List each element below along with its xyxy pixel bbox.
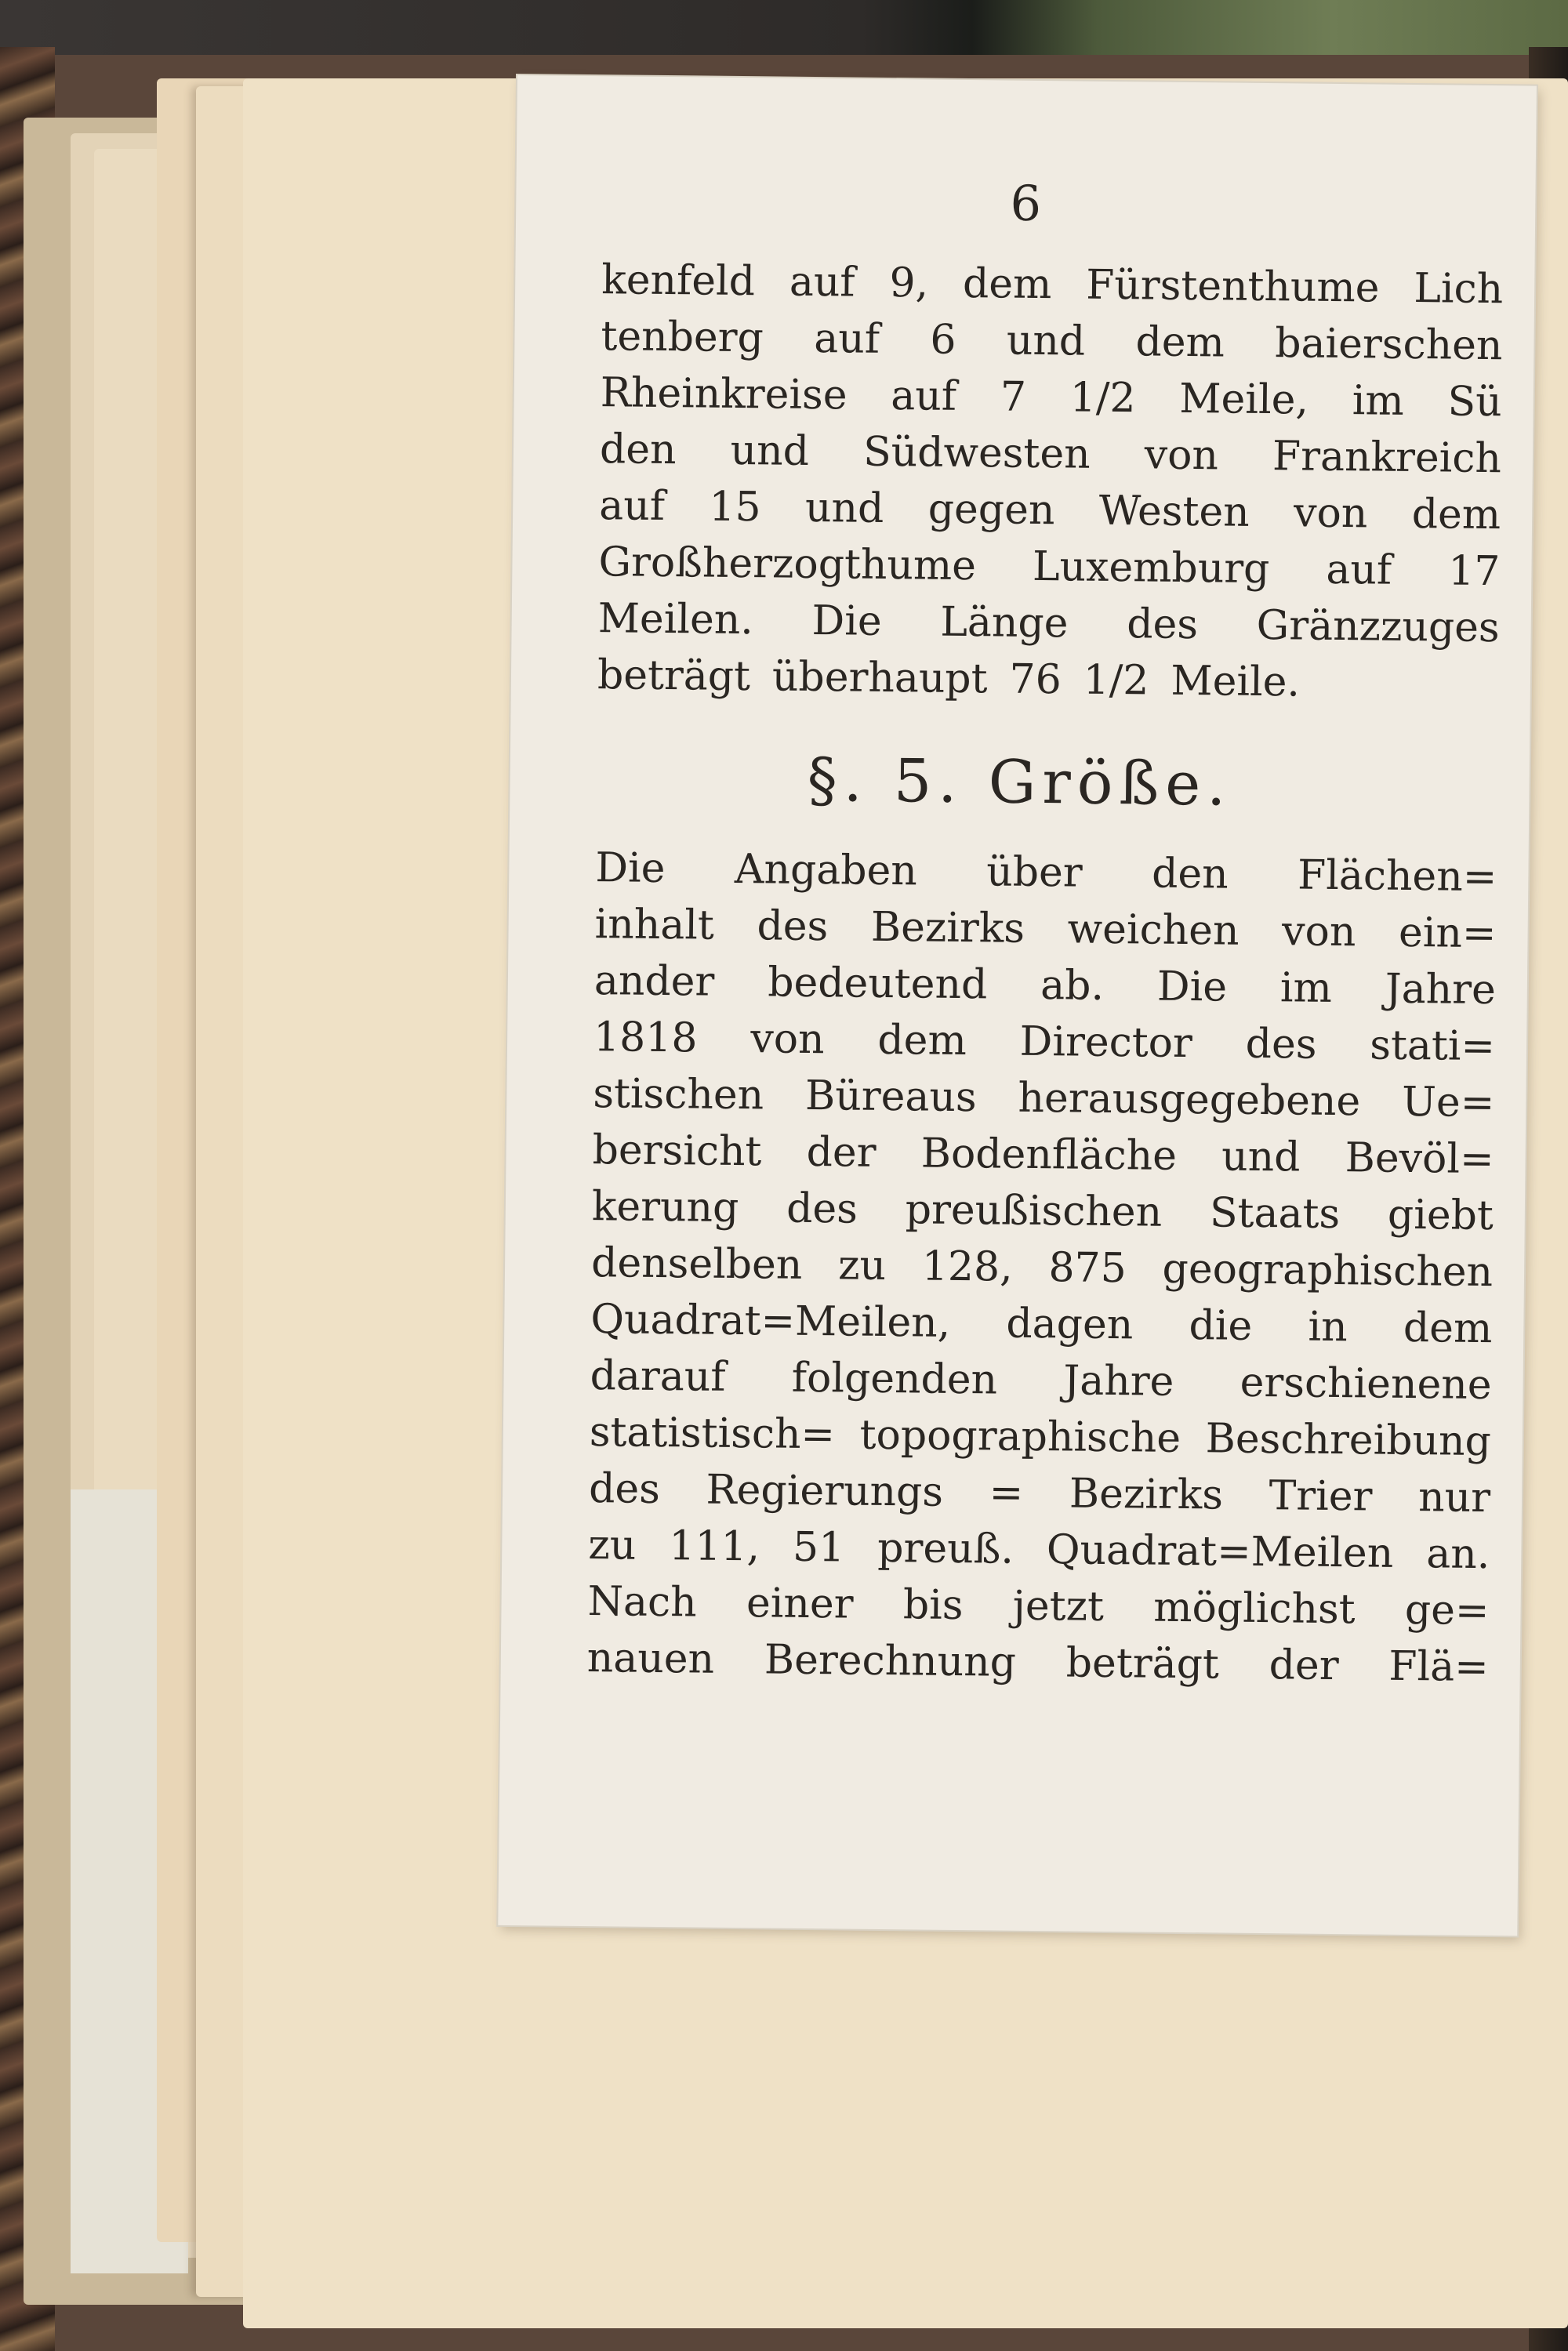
text-line: Großherzogthume Luxemburg auf 17: [598, 539, 1501, 596]
text-line: ander bedeutend ab. Die im Jahre: [593, 957, 1497, 1014]
printed-page: [498, 75, 1537, 1936]
text-line: auf 15 und gegen Westen von dem: [598, 482, 1501, 539]
text-line: des Regierungs = Bezirks Trier nur: [588, 1465, 1491, 1522]
text-line: Nach einer bis jetzt möglichst ge=: [587, 1578, 1490, 1635]
text-line: tenberg auf 6 und dem baierschen: [601, 313, 1503, 370]
text-line: kerung des preußischen Staats giebt: [591, 1183, 1494, 1240]
text-line: Quadrat=Meilen, dagen die in dem: [590, 1296, 1493, 1353]
text-line: zu 111, 51 preuß. Quadrat=Meilen an.: [588, 1522, 1490, 1579]
text-line: 1818 von dem Director des stati=: [593, 1014, 1496, 1071]
page-number: 6: [1010, 174, 1042, 233]
text-line: darauf folgenden Jahre erschienene: [590, 1352, 1492, 1410]
text-line: stischen Büreaus herausgegebene Ue=: [593, 1070, 1495, 1127]
text-line: inhalt des Bezirks weichen von ein=: [594, 901, 1497, 958]
section-heading: §. 5. Größe.: [807, 744, 1232, 819]
text-line: nauen Berechnung beträgt der Flä=: [586, 1634, 1490, 1692]
text-line: bersicht der Bodenfläche und Bevöl=: [592, 1127, 1494, 1184]
text-line: Die Angaben über den Flächen=: [595, 844, 1497, 902]
text-line: Meilen. Die Länge des Gränzzuges: [597, 595, 1500, 652]
text-line: kenfeld auf 9, dem Fürstenthume Lich: [601, 256, 1504, 314]
text-line: statistisch= topographische Beschreibung: [589, 1409, 1492, 1466]
text-line: denselben zu 128, 875 geographischen: [590, 1239, 1494, 1297]
text-line: den und Südwesten von Frankreich: [599, 426, 1502, 483]
text-line: beträgt überhaupt 76 1/2 Meile.: [597, 651, 1301, 706]
text-line: Rheinkreise auf 7 1/2 Meile, im Sü: [600, 369, 1502, 426]
